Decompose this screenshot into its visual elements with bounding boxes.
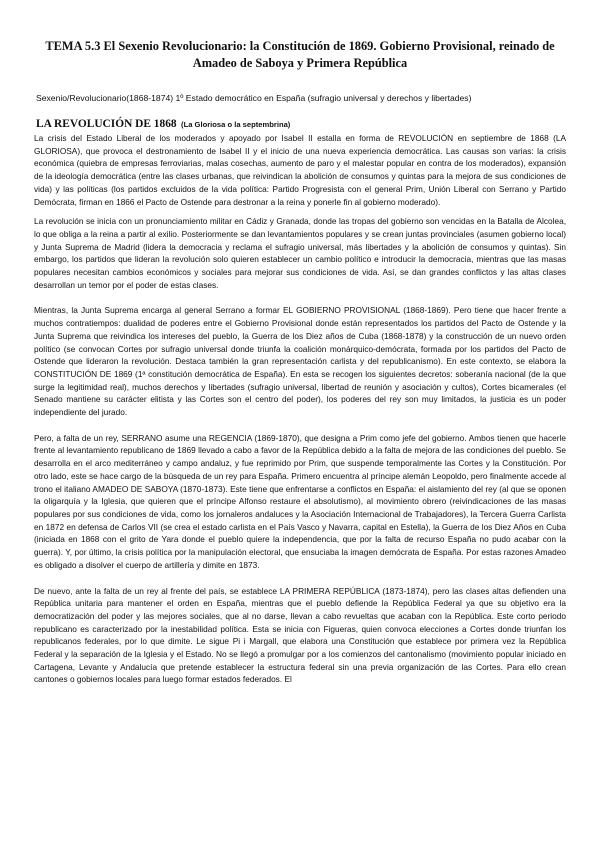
document-subtitle: Sexenio/Revolucionario(1868-1874) 1º Estado democrático en España (sufragio universal y derechos y libertades) xyxy=(36,93,472,103)
paragraph-provisional-government: Mientras, la Junta Suprema encarga al general Serrano a formar EL GOBIERNO PROVISIONAL (1868-1869). Pero tiene que hacer frente a muchos contratiempos: dualidad de poderes entre el Gobierno Provisional donde están representados los partidos del Pacto de Ostende y la Junta Suprema que reivindica los intereses del pueblo, la Guerra de los Diez años de Cuba (1868-1878) y la construcción de un nuevo orden político (se convocan Cortes por sufragio universal donde triunfa la coalición monárquico-demócrata, formada por los partidos del Pacto de Ostende que lideraron la revolución. Destaca también la gran representación carlista y del republicanismo). En este contexto, se elabora la CONSTITUCIÓN DE 1869 (1ª constitución democrática de España). En esta se recogen los siguientes decretos: soberanía nacional (de la que surge la legitimidad real), muchos derechos y libertades (sufragio universal, libertad de reunión y asociación y cultos), Cortes bicamerales (el Senado mantiene su carácter elitista y las Cortes son el centro del poder), los poderes del rey son muy limitados, la justicia es un poder independiente del jurado. xyxy=(34,305,566,418)
paragraph-revolution: La revolución se inicia con un pronunciamiento militar en Cádiz y Granada, donde las tropas del gobierno son vencidas en la Batalla de Alcolea, lo que obliga a la reina a partir al exilio. Posteriormente se dan levantamientos populares y se crean juntas provinciales (asumen gobierno local) y Junta Suprema de Madrid (lidera la democracia y reclama el sufragio universal, más libertades y la abolición de consumos y quintas). Sin embargo, los partidos que lideran la revolución solo quieren establecer un cambio político e introducir la democracia, mientras que las masas populares necesitan cambios económicos y sociales para mejorar sus condiciones de vida. Así, se dan grandes conflictos y las altas clases desarrollan un temor por el poder de estas clases. xyxy=(34,216,566,290)
section-subtitle: (La Gloriosa o la septembrina) xyxy=(181,120,291,129)
paragraph-causes: La crisis del Estado Liberal de los moderados y apoyado por Isabel II estalla en forma de REVOLUCIÓN en septiembre de 1868 (LA GLORIOSA), que provoca el destronamiento de Isabel II y el inicio de una nueva experiencia democrática. Las causas son varias: la crisis económica (quiebra de empresas ferroviarias, malas cosechas, aumento de paro y el malestar popular en contra de los moderados), expansión de la ideología democrática (entre las clases urbanas, que reivindican la abolición de consumos y quintas para la mejora de sus condiciones de vida) y las políticas (los partidos excluidos de la vida política: Partido Progresista con el general Prim, Unión Liberal con Serrano y Partido Demócrata, firman en 1866 el Pacto de Ostende para destronar a la reina y ponerle fin al gobierno moderado). xyxy=(34,133,566,207)
paragraph-first-republic: De nuevo, ante la falta de un rey al frente del país, se establece LA PRIMERA REPÚBLICA (1873-1874), pero las clases altas defienden una República unitaria para mantener el orden en España, mientras que el pueblo defiende la República Federal ya que su objetivo era la democratización del poder y las mejores sociales, que al no darse, llevan a cabo revueltas que acaban con la República. Este corto periodo republicano es caracterizado por la inestabilidad política. Esta se inicia con Figueras, quien convoca elecciones a Cortes donde triunfan los republicanos federales, por lo que dimite. Le sigue Pi i Margall, que elabora una Constitución que establece por primera vez la República Federal y la separación de la Iglesia y el Estado. No se llegó a promulgar por a los comienzos del cantonalismo (movimiento popular iniciado en Cartagena, Levante y Andalucía que pretende establecer la estructura federal sin una previa organización de las Cortes. Para ello crean cantones o gobiernos locales para luego formar estados federados. El xyxy=(34,585,566,685)
paragraph-regency-amadeo: Pero, a falta de un rey, SERRANO asume una REGENCIA (1869-1870), que designa a Prim como jefe del gobierno. Ambos tienen que hacerle frente al levantamiento republicano de 1869 llevado a cabo a favor de la República debido a la falta de mejora de las condiciones del pueblo. Se desarrolla en el arco mediterráneo y campo andaluz, y fue reprimido por Prim, que suspende temporalmente las Cortes y la Constitución. Por otro lado, este se hace cargo de la búsqueda de un rey para España. Primero encuentra al príncipe alemán Leopoldo, pero finalmente accede al trono el italiano AMADEO DE SABOYA (1870-1873). Este tiene que enfrentarse a conflictos en España: el aislamiento del rey (al que se oponen la oligarquía y la Iglesia, que quieren que el príncipe Alfonso restaure el absolutismo), al movimiento obrero (reivindicaciones de las masas populares por sus condiciones de vida, como los jornaleros andaluces y la Asociación Internacional de Trabajadores), la Tercera Guerra Carlista en 1872 en defensa de Carlos VII (se crea el estado carlista en el País Vasco y Navarra, capital en Estella), la Guerra de los Diez Años en Cuba (iniciada en 1868 con el grito de Yara donde el pueblo quiere la independencia, que por la falta de recurso España no pudo acabar con la guerra). Y, por último, la crisis política por la manipulación electoral, que ensuciaba la imagen demócrata de España. Por estas razones Amadeo es obligado a disolver el cuerpo de artillería y dimite en 1873. xyxy=(34,432,566,570)
section-title: LA REVOLUCIÓN DE 1868 xyxy=(36,118,177,130)
page-title: TEMA 5.3 El Sexenio Revolucionario: la Constitución de 1869. Gobierno Provisional, reinado de Amadeo de Saboya y Primera República xyxy=(45,39,555,70)
section-heading xyxy=(36,116,566,131)
